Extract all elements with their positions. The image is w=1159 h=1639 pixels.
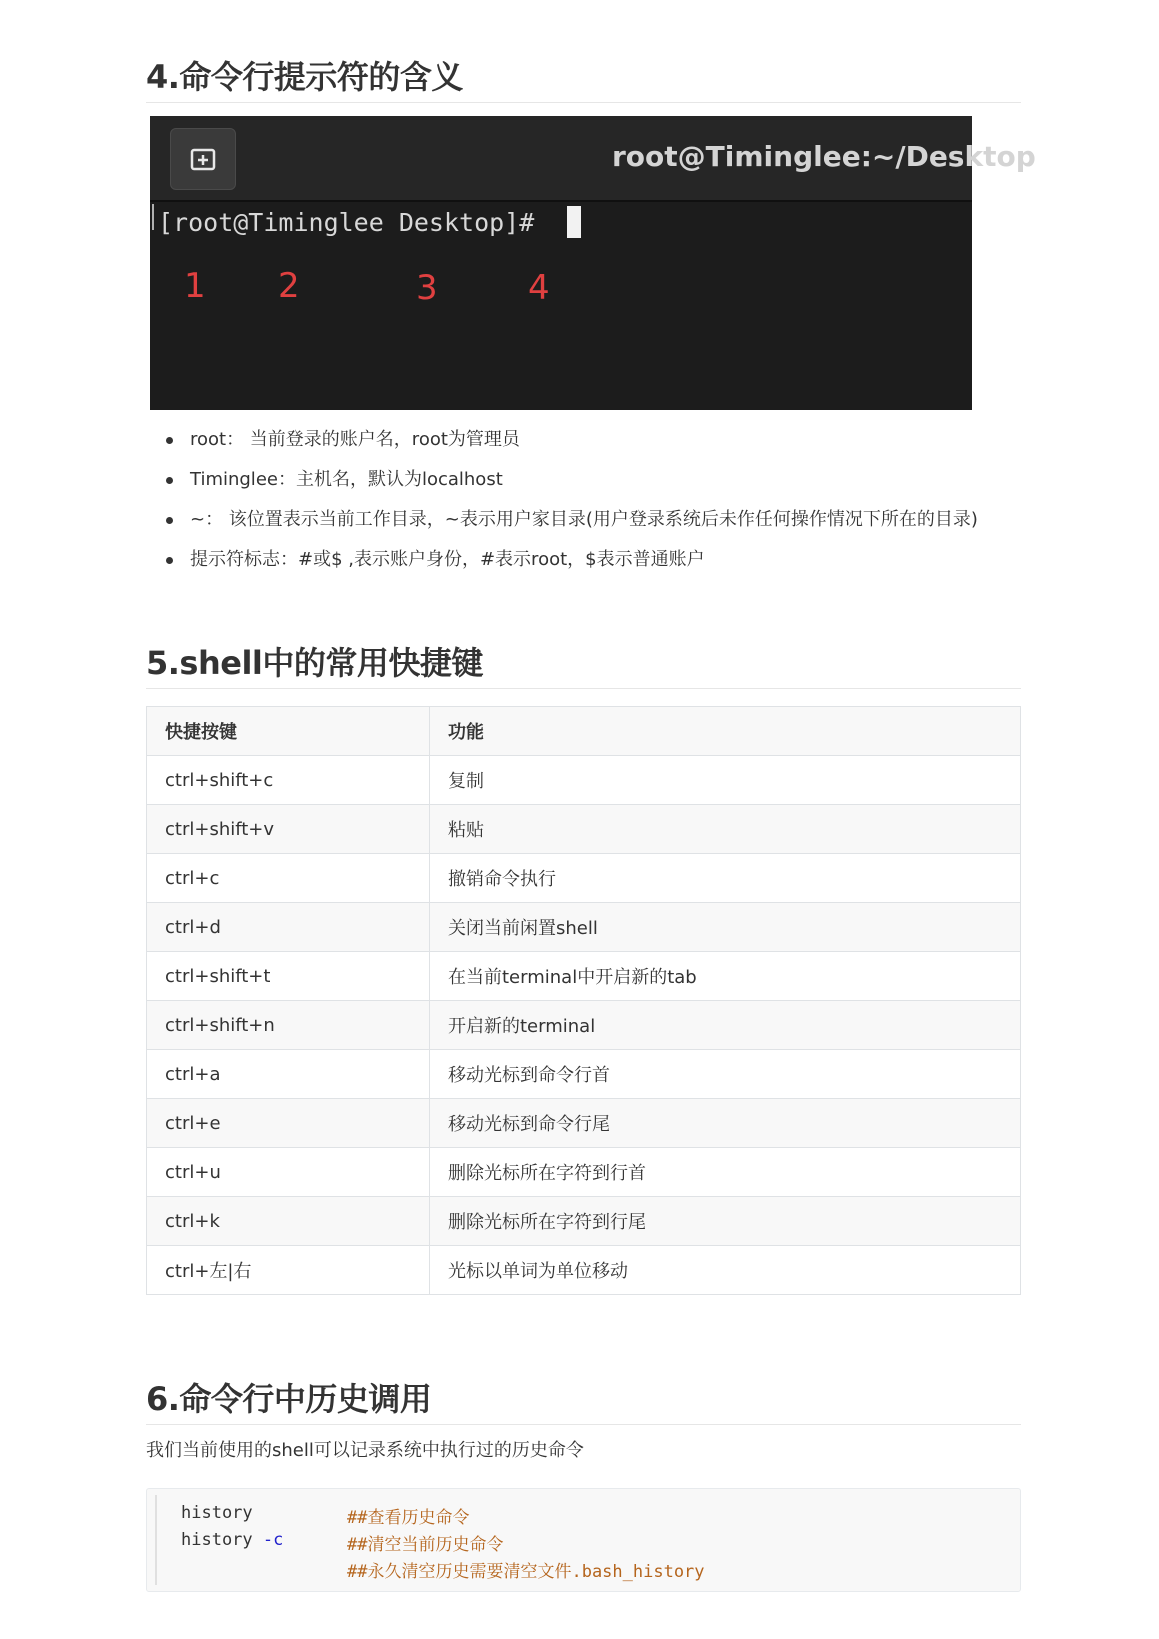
- marker-1: 1: [184, 266, 206, 306]
- list-item: [146, 540, 1021, 580]
- new-tab-button[interactable]: [170, 128, 236, 190]
- bullet-icon: [166, 437, 173, 444]
- code-line: [181, 1503, 253, 1523]
- table-row: [147, 1001, 1021, 1050]
- table-row: [147, 1148, 1021, 1197]
- table-cell-key: ctrl+shift+v: [147, 805, 430, 854]
- table-row: [147, 756, 1021, 805]
- list-item-text: ~： 该位置表示当前工作目录，~表示用户家目录(用户登录系统后未作任何操作情况下所在的目录): [190, 509, 978, 530]
- code-comment: ##查看历史命令: [347, 1508, 470, 1528]
- table-cell-key: ctrl+左|右: [147, 1246, 430, 1295]
- table-row: [147, 952, 1021, 1001]
- code-gutter: [155, 1495, 157, 1585]
- bullet-icon: [166, 517, 173, 524]
- table-cell-key: ctrl+a: [147, 1050, 430, 1099]
- terminal-cursor: [567, 206, 581, 238]
- list-item-text: root： 当前登录的账户名，root为管理员: [190, 429, 520, 450]
- table-cell-key: ctrl+shift+n: [147, 1001, 430, 1050]
- table-cell-key: ctrl+shift+c: [147, 756, 430, 805]
- code-comment: ##清空当前历史命令: [347, 1535, 504, 1555]
- marker-2: 2: [278, 266, 300, 306]
- shortcut-table: [146, 706, 1021, 1295]
- marker-4: 4: [528, 268, 550, 308]
- list-item: [146, 420, 1021, 460]
- table-cell-key: ctrl+shift+t: [147, 952, 430, 1001]
- table-cell-function: 移动光标到命令行尾: [430, 1099, 1021, 1148]
- table-cell-function: 关闭当前闲置shell: [430, 903, 1021, 952]
- marker-3: 3: [416, 268, 438, 308]
- table-cell-key: ctrl+d: [147, 903, 430, 952]
- code-block: [146, 1488, 1021, 1592]
- bullet-icon: [166, 477, 173, 484]
- table-row: [147, 805, 1021, 854]
- table-cell-key: ctrl+c: [147, 854, 430, 903]
- code-option: -c: [262, 1530, 284, 1550]
- table-header-row: [147, 707, 1021, 756]
- table-row: [147, 1246, 1021, 1295]
- terminal-prompt: [root@Timinglee Desktop]#: [158, 208, 550, 237]
- terminal-window-title: root@Timinglee:~/Desktop: [612, 140, 1036, 173]
- table-cell-function: 删除光标所在字符到行尾: [430, 1197, 1021, 1246]
- table-cell-function: 粘贴: [430, 805, 1021, 854]
- table-cell-function: 移动光标到命令行首: [430, 1050, 1021, 1099]
- terminal-screenshot: [150, 116, 1036, 410]
- bullet-icon: [166, 557, 173, 564]
- table-row: [147, 1197, 1021, 1246]
- table-cell-key: ctrl+k: [147, 1197, 430, 1246]
- new-tab-icon: [190, 146, 216, 172]
- section-heading-6: 6.命令行中历史调用: [146, 1374, 1021, 1425]
- table-header-function: 功能: [430, 707, 1021, 756]
- history-intro-text: 我们当前使用的shell可以记录系统中执行过的历史命令: [146, 1440, 584, 1461]
- code-line: [181, 1530, 283, 1550]
- table-cell-key: ctrl+e: [147, 1099, 430, 1148]
- code-command: history: [181, 1503, 253, 1523]
- list-item-text: Timinglee：主机名，默认为localhost: [190, 469, 503, 490]
- table-cell-function: 复制: [430, 756, 1021, 805]
- terminal-titlebar: [150, 116, 1036, 202]
- table-cell-function: 光标以单词为单位移动: [430, 1246, 1021, 1295]
- table-cell-function: 在当前terminal中开启新的tab: [430, 952, 1021, 1001]
- prompt-meaning-list: [146, 420, 1021, 580]
- table-cell-function: 开启新的terminal: [430, 1001, 1021, 1050]
- table-cell-key: ctrl+u: [147, 1148, 430, 1197]
- list-item: [146, 460, 1021, 500]
- table-cell-function: 撤销命令执行: [430, 854, 1021, 903]
- table-cell-function: 删除光标所在字符到行首: [430, 1148, 1021, 1197]
- table-row: [147, 1099, 1021, 1148]
- list-item: [146, 500, 1021, 540]
- table-row: [147, 1050, 1021, 1099]
- table-row: [147, 854, 1021, 903]
- terminal-edge-mark: [152, 204, 154, 230]
- code-comment: ##永久清空历史需要清空文件.bash_history: [347, 1562, 705, 1582]
- section-heading-5: 5.shell中的常用快捷键: [146, 638, 1021, 689]
- code-command: history: [181, 1530, 263, 1550]
- section-heading-4: 4.命令行提示符的含义: [146, 52, 1021, 103]
- table-header-key: 快捷按键: [147, 707, 430, 756]
- list-item-text: 提示符标志：#或$ ,表示账户身份，#表示root，$表示普通账户: [190, 549, 705, 570]
- table-row: [147, 903, 1021, 952]
